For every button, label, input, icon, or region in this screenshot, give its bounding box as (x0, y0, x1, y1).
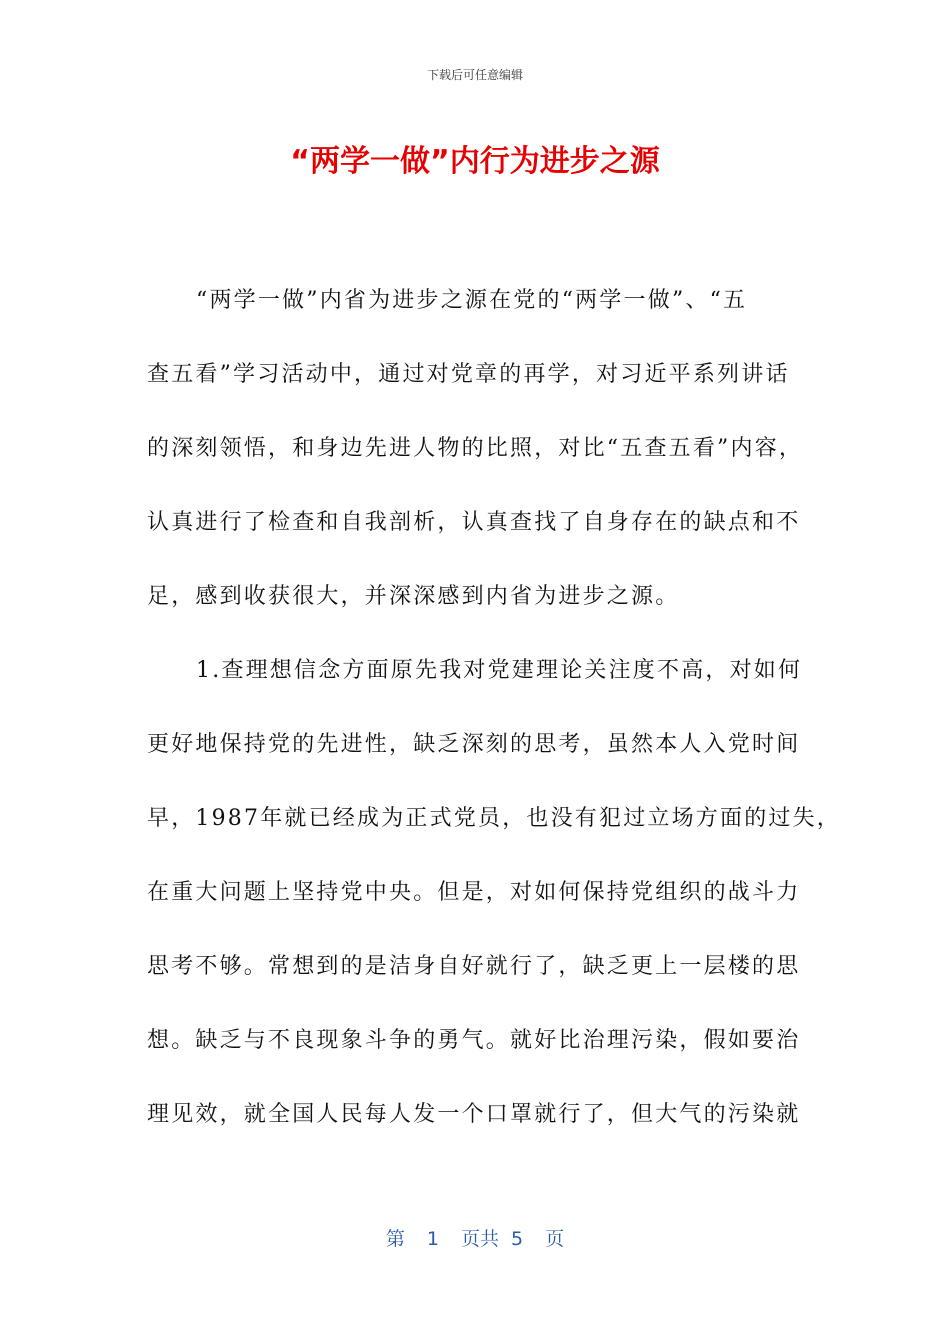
body-line: “两学一做”内省为进步之源在党的“两学一做”、“五 (196, 288, 748, 313)
body-line: 理见效，就全国人民每人发一个口罩就行了，但大气的污染就 (147, 1102, 801, 1127)
body-line: 在重大问题上坚持党中央。但是，对如何保持党组织的战斗力 (147, 880, 801, 905)
body-line: 早，1987年就已经成为正式党员，也没有犯过立场方面的过失， (147, 806, 841, 831)
body-line: 思考不够。常想到的是洁身自好就行了，缺乏更上一层楼的思 (147, 954, 801, 979)
footer-middle: 页共 (460, 1228, 499, 1250)
footer-current-page: 1 (426, 1228, 439, 1250)
body-line: 查五看”学习活动中，通过对党章的再学，对习近平系列讲话 (147, 362, 790, 387)
footer-prefix: 第 (385, 1228, 405, 1250)
body-line: 想。缺乏与不良现象斗争的勇气。就好比治理污染，假如要治 (147, 1028, 801, 1053)
body-line: 认真进行了检查和自我剖析，认真查找了自身存在的缺点和不 (147, 510, 801, 535)
footer-suffix: 页 (545, 1228, 565, 1250)
body-line: 的深刻领悟，和身边先进人物的比照，对比“五查五看”内容， (147, 436, 804, 461)
body-line: 足，感到收获很大，并深深感到内省为进步之源。 (147, 584, 680, 609)
page-footer (0, 1226, 950, 1252)
document-title: “两学一做”内行为进步之源 (290, 144, 660, 179)
page-header-note: 下载后可任意编辑 (426, 68, 523, 82)
body-line: 更好地保持党的先进性，缺乏深刻的思考，虽然本人入党时间 (147, 732, 801, 757)
body-line: 1.查理想信念方面原先我对党建理论关注度不高，对如何 (196, 658, 803, 683)
footer-total-pages: 5 (511, 1228, 524, 1250)
